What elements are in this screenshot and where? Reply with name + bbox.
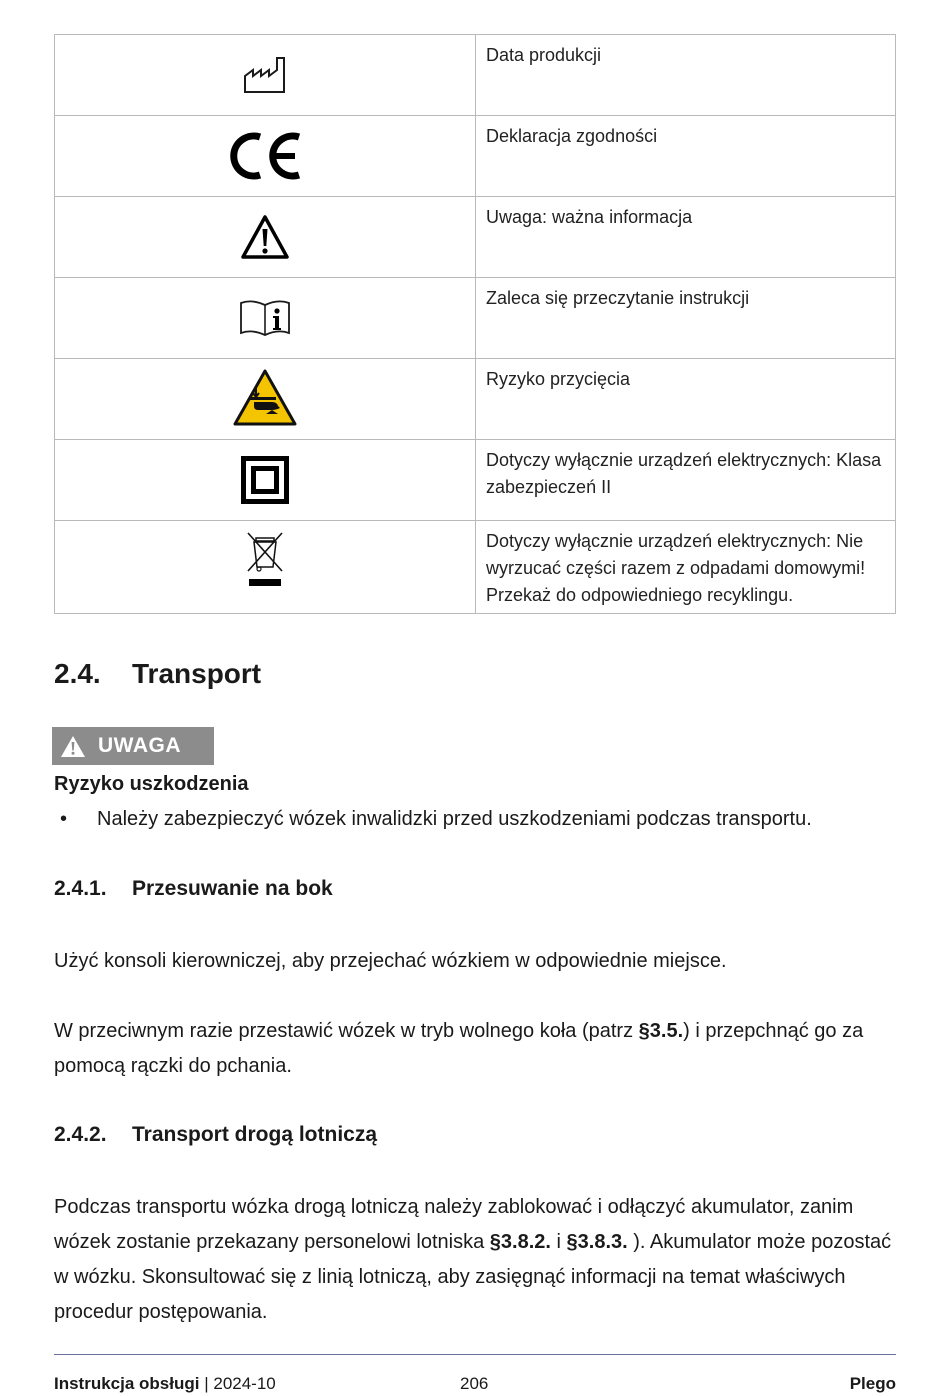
symbol-description: Data produkcji	[476, 35, 896, 116]
warning-triangle-icon	[240, 214, 290, 260]
paragraph-text: Podczas transportu wózka drogą lotniczą należy zablokować i odłączyć akumulator, zanim wózek zostanie przekazany personelowi lotniska	[54, 1196, 854, 1253]
read-instructions-icon	[239, 299, 291, 337]
subsection-heading	[54, 877, 333, 901]
paragraph	[54, 1014, 899, 1084]
weee-crossed-bin-icon	[244, 531, 286, 589]
subsection-number: 2.4.1.	[54, 877, 107, 900]
warning-badge	[52, 727, 214, 765]
symbol-description: Dotyczy wyłącznie urządzeń elektrycznych: Klasa zabezpieczeń II	[476, 440, 896, 521]
paragraph	[54, 1190, 899, 1330]
table-row	[55, 197, 896, 278]
warning-triangle-icon	[60, 735, 86, 758]
section-reference: §3.5.	[638, 1020, 684, 1042]
symbol-description: Dotyczy wyłącznie urządzeń elektrycznych: Nie wyrzucać części razem z odpadami domowymi! Przekaż do odpowiedniego recyklingu.	[476, 521, 896, 614]
section-title: Transport	[132, 658, 262, 689]
table-row	[55, 278, 896, 359]
subsection-number: 2.4.2.	[54, 1123, 107, 1146]
footer-date: 2024-10	[213, 1374, 276, 1393]
section-heading	[54, 658, 261, 690]
footer-doc-title: Instrukcja obsługi	[54, 1374, 200, 1393]
ce-mark-icon	[227, 128, 303, 184]
page-number: 206	[460, 1374, 489, 1393]
section-reference: §3.8.2.	[489, 1231, 551, 1253]
table-row	[55, 521, 896, 614]
warning-badge-label: UWAGA	[98, 734, 181, 757]
paragraph-text: ). Akumulator może pozostać w wózku. Skonsultować się z linią lotniczą, aby zasięgnąć informacji na temat właściwych procedur postępowania.	[54, 1231, 892, 1323]
list-item-text: Należy zabezpieczyć wózek inwalidzki przed uszkodzeniami podczas transportu.	[97, 808, 812, 830]
list-item	[54, 808, 812, 831]
symbols-table	[54, 34, 896, 614]
subsection-title: Przesuwanie na bok	[132, 877, 333, 900]
paragraph-text: ) i przepchnąć go za pomocą rączki do pchania.	[54, 1020, 864, 1077]
footer-divider	[54, 1354, 896, 1355]
paragraph-text: W przeciwnym razie przestawić wózek w tryb wolnego koła (patrz	[54, 1020, 639, 1042]
symbol-description: Zaleca się przeczytanie instrukcji	[476, 278, 896, 359]
class-ii-insulation-icon	[241, 456, 289, 504]
section-number: 2.4.	[54, 658, 101, 689]
manufacture-date-icon	[242, 54, 288, 96]
table-row	[55, 116, 896, 197]
crush-hazard-icon	[232, 368, 298, 428]
subsection-heading	[54, 1123, 377, 1147]
subsection-title: Transport drogą lotniczą	[132, 1123, 378, 1146]
bullet: •	[60, 808, 68, 830]
footer-brand: Plego	[849, 1374, 896, 1393]
paragraph: Użyć konsoli kierowniczej, aby przejechać wózkiem w odpowiednie miejsce.	[54, 950, 727, 972]
footer-separator: |	[199, 1374, 214, 1393]
warning-title: Ryzyko uszkodzenia	[54, 773, 249, 795]
table-row	[55, 359, 896, 440]
symbol-description: Ryzyko przycięcia	[476, 359, 896, 440]
table-row	[55, 35, 896, 116]
paragraph-text: i	[550, 1231, 567, 1253]
symbol-description: Deklaracja zgodności	[476, 116, 896, 197]
section-reference: §3.8.3.	[566, 1231, 628, 1253]
symbol-description: Uwaga: ważna informacja	[476, 197, 896, 278]
table-row	[55, 440, 896, 521]
footer-doc-info	[54, 1374, 276, 1394]
